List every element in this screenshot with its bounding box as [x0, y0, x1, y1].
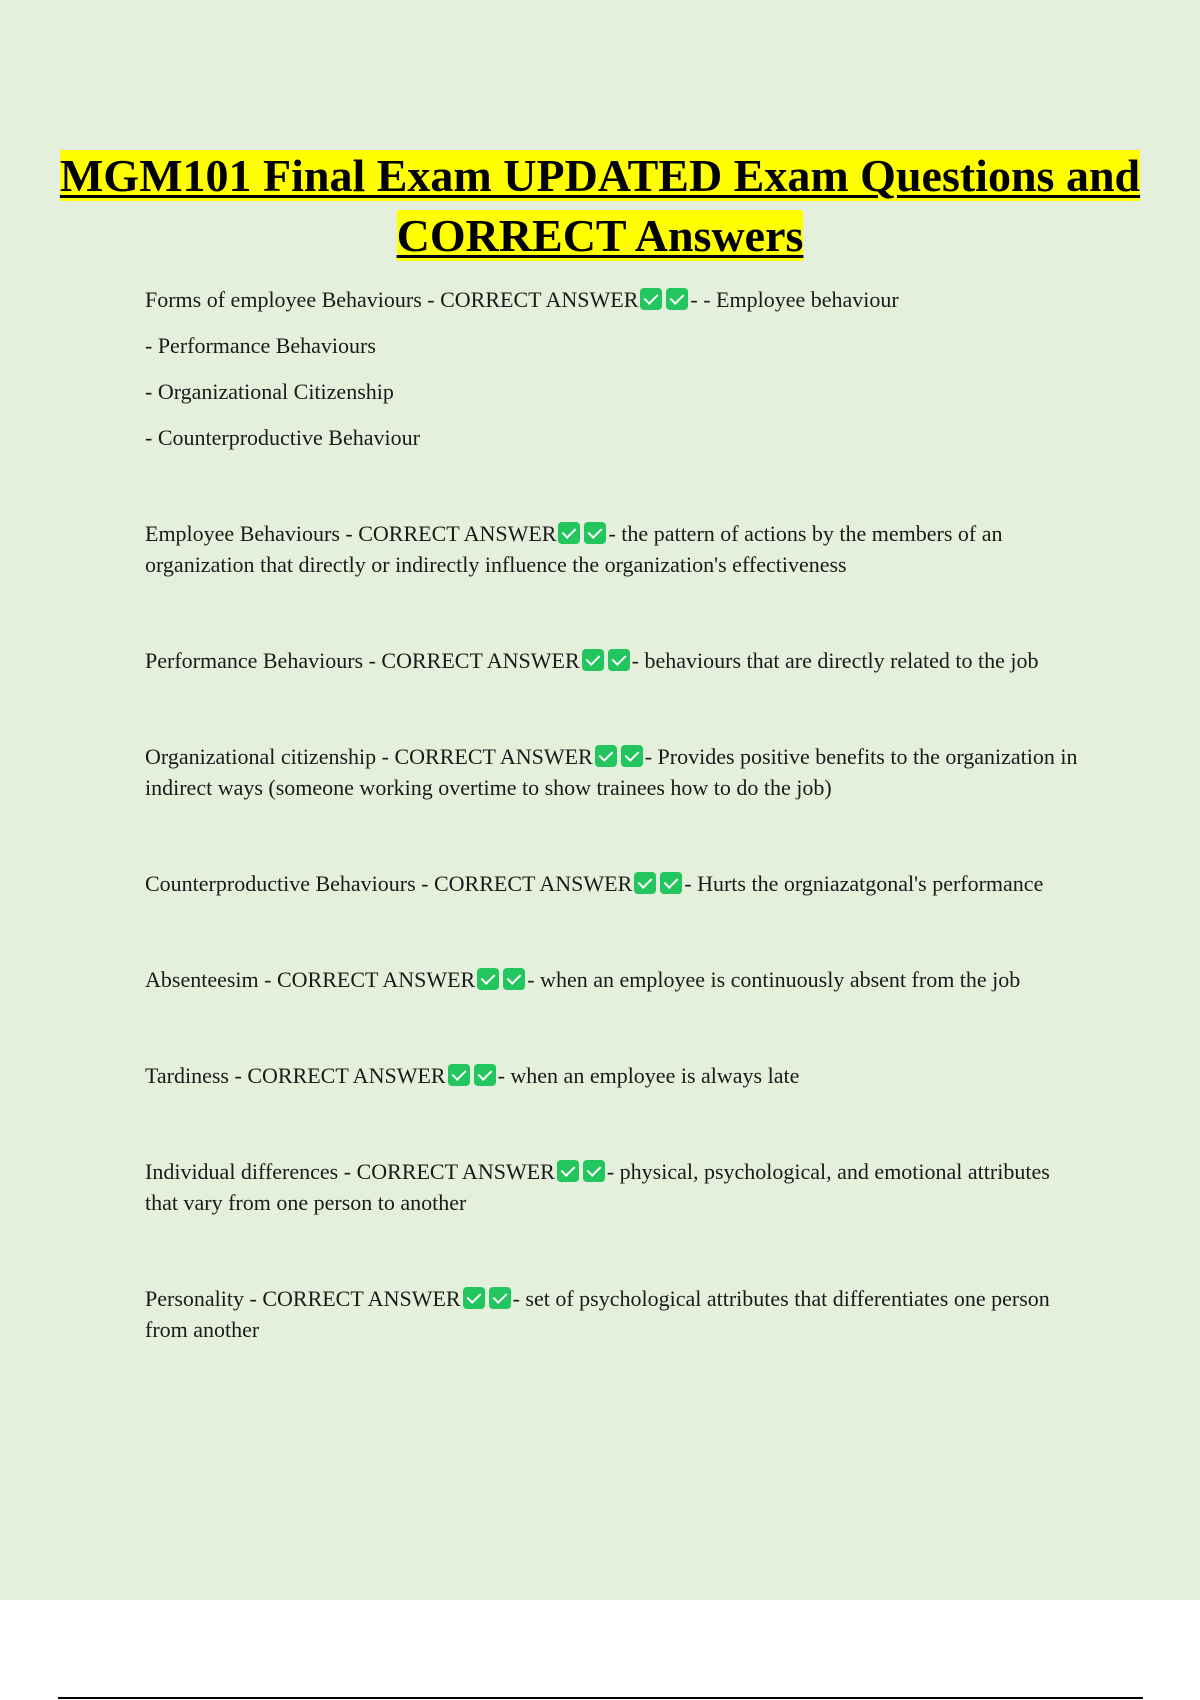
- check-mark-icon: [558, 522, 580, 544]
- qa-separator: -: [264, 967, 272, 992]
- qa-term: Personality: [145, 1286, 244, 1311]
- qa-line: [145, 284, 1085, 315]
- check-mark-icon: [640, 288, 662, 310]
- qa-sub-item: - Counterproductive Behaviour: [145, 425, 420, 450]
- qa-entry: [145, 741, 1085, 803]
- answer-marker: CORRECT ANSWER: [394, 744, 593, 769]
- qa-separator: -: [345, 521, 353, 546]
- check-mark-icon: [583, 1160, 605, 1182]
- qa-term: Tardiness: [145, 1063, 229, 1088]
- answer-marker: CORRECT ANSWER: [434, 871, 633, 896]
- answer-marker: CORRECT ANSWER: [276, 967, 476, 992]
- qa-line: [145, 1156, 1085, 1218]
- title-block: [0, 146, 1200, 266]
- check-mark-icon: [463, 1287, 485, 1309]
- check-mark-icon: [474, 1064, 496, 1086]
- qa-line: [145, 868, 1085, 899]
- qa-separator: -: [249, 1286, 257, 1311]
- qa-entry: [145, 868, 1085, 899]
- check-mark-icon: [666, 288, 688, 310]
- qa-answer: - behaviours that are directly related to the job: [631, 648, 1039, 673]
- qa-term: Organizational citizenship: [145, 744, 377, 769]
- check-mark-icon: [477, 968, 499, 990]
- qa-sub-item: - Performance Behaviours: [145, 333, 376, 358]
- qa-separator: -: [368, 648, 376, 673]
- qa-term: Counterproductive Behaviours: [145, 871, 416, 896]
- qa-separator: -: [343, 1159, 352, 1184]
- check-mark-icon: [634, 872, 656, 894]
- check-mark-icon: [489, 1287, 511, 1309]
- qa-entry-first: [145, 284, 1085, 453]
- qa-entry: [145, 964, 1085, 995]
- check-mark-icon: [621, 745, 643, 767]
- qa-line: [145, 1283, 1085, 1345]
- qa-entry: [145, 1060, 1085, 1091]
- qa-line: [145, 741, 1085, 803]
- answer-marker: CORRECT ANSWER: [356, 1159, 555, 1184]
- qa-sub-item: - Organizational Citizenship: [145, 379, 394, 404]
- document-title: MGM101 Final Exam UPDATED Exam Questions and CORRECT Answers: [59, 150, 1141, 261]
- check-mark-icon: [582, 649, 604, 671]
- qa-entry: [145, 518, 1085, 580]
- qa-line: [145, 645, 1085, 676]
- check-mark-icon: [660, 872, 682, 894]
- qa-term: Performance Behaviours: [145, 648, 364, 673]
- qa-content: [145, 284, 1085, 1345]
- qa-answer: - physical, psychological, and emotional attributes that vary from one person to another: [145, 1159, 1050, 1215]
- check-mark-icon: [503, 968, 525, 990]
- qa-separator: -: [234, 1063, 242, 1088]
- check-mark-icon: [557, 1160, 579, 1182]
- qa-answer: - the pattern of actions by the members of an organization that directly or indirectly influence the organization's effectiveness: [145, 521, 1003, 577]
- qa-term: Individual differences: [145, 1159, 339, 1184]
- check-mark-icon: [608, 649, 630, 671]
- qa-separator: -: [421, 871, 429, 896]
- qa-term: Absenteesim: [145, 967, 259, 992]
- check-mark-icon: [448, 1064, 470, 1086]
- qa-answer: - Provides positive benefits to the organization in indirect ways (someone working overtime to show trainees how to do the job): [145, 744, 1078, 800]
- check-mark-icon: [595, 745, 617, 767]
- qa-term: Forms of employee Behaviours: [145, 287, 422, 312]
- qa-answer: - when an employee is always late: [497, 1063, 800, 1088]
- footer-rule: [58, 1697, 1143, 1699]
- answer-marker: CORRECT ANSWER: [262, 1286, 461, 1311]
- qa-entry-list: [145, 518, 1085, 1345]
- qa-entry: [145, 1283, 1085, 1345]
- qa-answer: - - Employee behaviour: [690, 287, 899, 312]
- qa-answer: - when an employee is continuously absent from the job: [527, 967, 1021, 992]
- answer-marker: CORRECT ANSWER: [381, 648, 580, 673]
- qa-answer: - Hurts the orgniazatgonal's performance: [684, 871, 1044, 896]
- answer-marker: CORRECT ANSWER: [358, 521, 557, 546]
- answer-marker: CORRECT ANSWER: [247, 1063, 446, 1088]
- qa-line: [145, 518, 1085, 580]
- qa-term: Employee Behaviours: [145, 521, 340, 546]
- answer-marker: CORRECT ANSWER: [440, 287, 639, 312]
- qa-line: [145, 1060, 1085, 1091]
- qa-answer: - set of psychological attributes that differentiates one person from another: [145, 1286, 1050, 1342]
- qa-separator: -: [381, 744, 389, 769]
- check-mark-icon: [584, 522, 606, 544]
- qa-line: [145, 964, 1085, 995]
- qa-separator: -: [427, 287, 435, 312]
- qa-entry: [145, 645, 1085, 676]
- qa-entry: [145, 1156, 1085, 1218]
